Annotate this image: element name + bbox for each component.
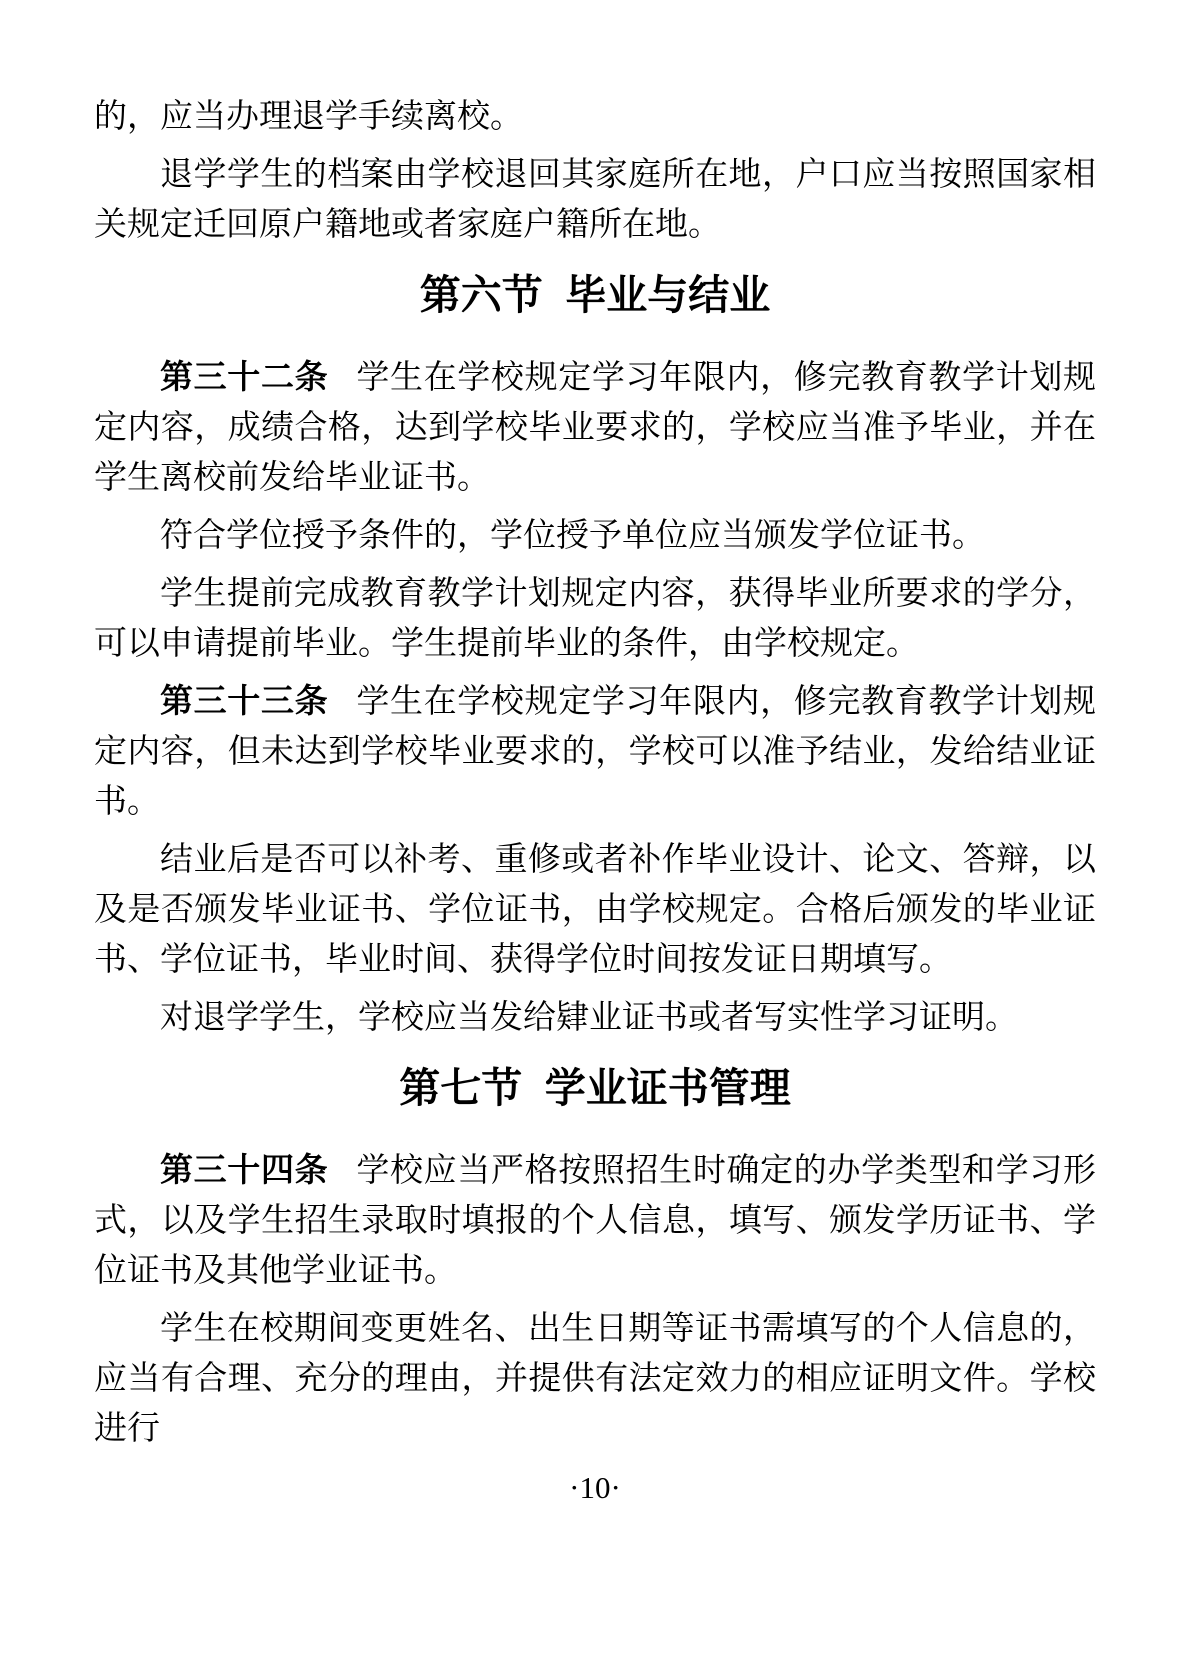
paragraph bbox=[94, 150, 1096, 250]
paragraph-text: 对退学学生，学校应当发给肄业证书或者写实性学习证明。 bbox=[160, 1000, 1018, 1036]
paragraph-text: 结业后是否可以补考、重修或者补作毕业设计、论文、答辩，以及是否颁发毕业证书、学位证书，由学校规定。合格后颁发的毕业证书、学位证书，毕业时间、获得学位时间按发证日期填写。 bbox=[94, 842, 1096, 978]
paragraph bbox=[94, 677, 1096, 827]
paragraph bbox=[94, 92, 1096, 142]
article-term: 第三十四条 bbox=[160, 1153, 329, 1189]
paragraph bbox=[94, 511, 1096, 561]
paragraph bbox=[94, 835, 1096, 985]
paragraph-text: 符合学位授予条件的，学位授予单位应当颁发学位证书。 bbox=[160, 518, 985, 554]
section-heading-title: 毕业与结业 bbox=[565, 272, 771, 318]
paragraph-text: 学生在学校规定学习年限内，修完教育教学计划规定内容，但未达到学校毕业要求的，学校可以准予结业，发给结业证书。 bbox=[94, 684, 1097, 820]
paragraph bbox=[94, 353, 1096, 503]
paragraph-text: 学生在校期间变更姓名、出生日期等证书需填写的个人信息的，应当有合理、充分的理由，并提供有法定效力的相应证明文件。学校进行 bbox=[94, 1311, 1096, 1447]
article-term: 第三十二条 bbox=[160, 360, 329, 396]
section-heading bbox=[94, 1065, 1096, 1112]
paragraph bbox=[94, 1304, 1096, 1454]
section-heading-label: 第七节 bbox=[399, 1065, 523, 1111]
paragraph-text: 学生在学校规定学习年限内，修完教育教学计划规定内容，成绩合格，达到学校毕业要求的，学校应当准予毕业，并在学生离校前发给毕业证书。 bbox=[94, 360, 1097, 496]
paragraph-text: 学生提前完成教育教学计划规定内容，获得毕业所要求的学分，可以申请提前毕业。学生提前毕业的条件，由学校规定。 bbox=[94, 576, 1096, 662]
paragraph bbox=[94, 569, 1096, 669]
paragraph bbox=[94, 993, 1096, 1043]
paragraph-text: 的，应当办理退学手续离校。 bbox=[94, 99, 523, 135]
section-heading-title: 学业证书管理 bbox=[544, 1065, 791, 1111]
paragraph-text: 退学学生的档案由学校退回其家庭所在地，户口应当按照国家相关规定迁回原户籍地或者家庭户籍所在地。 bbox=[94, 157, 1096, 243]
section-heading bbox=[94, 272, 1096, 319]
section-heading-label: 第六节 bbox=[419, 272, 543, 318]
paragraph bbox=[94, 1146, 1096, 1296]
page-number: ·10· bbox=[569, 1470, 621, 1505]
article-term: 第三十三条 bbox=[160, 684, 329, 720]
paragraph-text: 学校应当严格按照招生时确定的办学类型和学习形式，以及学生招生录取时填报的个人信息，填写、颁发学历证书、学位证书及其他学业证书。 bbox=[94, 1153, 1097, 1289]
